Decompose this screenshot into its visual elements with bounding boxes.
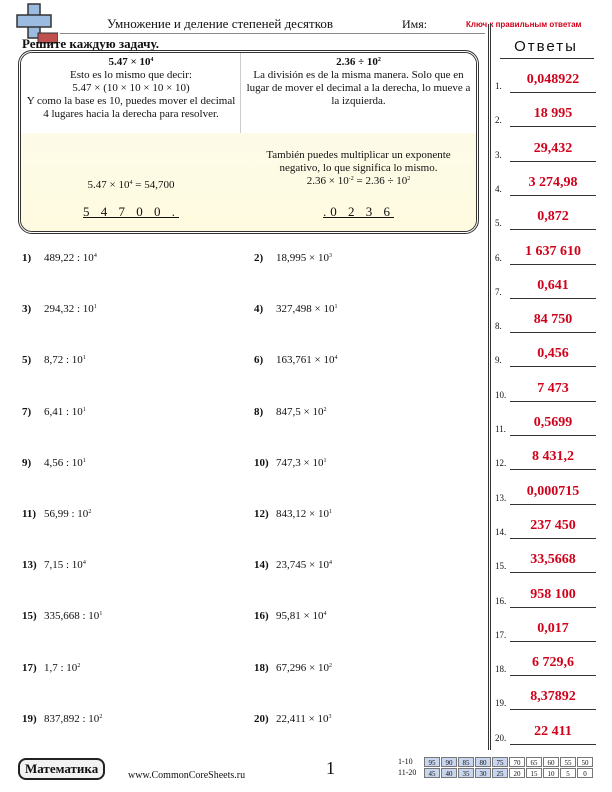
right-text-2: También puedes multiplicar un exponente negativo, lo que significa lo mismo. $2.36 \times 10^{-2} = 2.36 \div 10^2$: [246, 149, 471, 188]
answer-number: 16.: [495, 595, 507, 606]
problem-18: [254, 658, 332, 676]
problem-exponent: 1: [323, 457, 327, 464]
problem-exponent: 1: [93, 304, 97, 311]
score-cell: 90: [441, 757, 457, 767]
problem-2: [254, 248, 332, 266]
problem-expression: 56,99 : 10: [44, 508, 89, 520]
score-cell: 50: [577, 757, 593, 767]
title-underline: [60, 33, 485, 34]
answer-value: 6 729,6: [532, 655, 574, 671]
problem-expression: 7,15 : 10: [44, 559, 83, 572]
problem-20: [254, 709, 332, 727]
problem-expression: 18,995 × 10: [276, 252, 329, 264]
problem-expression: 67,296 × 10: [276, 661, 329, 674]
answer-value: 8 431,2: [532, 449, 574, 465]
answer-number: 11.: [495, 424, 506, 434]
problem-exponent: 4: [323, 611, 327, 618]
left-line: Esto es lo mismo que decir:: [70, 69, 192, 81]
page-number: 1: [326, 758, 335, 778]
problem-11: [22, 504, 91, 522]
answer-number: 12.: [495, 458, 507, 469]
right-digits: .0 2 3 6: [323, 204, 394, 219]
answer-line: [510, 366, 596, 367]
problem-number: 12): [254, 508, 269, 520]
right-text: La división es de la misma manera. Solo que en lugar de mover el decimal a la derecha, lo mueve a la izquierda.: [246, 69, 471, 107]
answer-value: 22 411: [534, 723, 572, 739]
problem-exponent: 2: [88, 509, 92, 515]
explanation-box: [18, 50, 479, 234]
score-cell: 10: [543, 768, 559, 778]
problem-5: [22, 350, 86, 368]
problem-number: 9): [22, 456, 32, 469]
answer-value: 0,017: [537, 620, 569, 636]
answer-value: 0,456: [537, 346, 569, 362]
answer-value: 3 274,98: [528, 174, 578, 190]
problem-9: [22, 453, 86, 471]
answer-value: 7 473: [537, 380, 569, 396]
problem-expression: 163,761 × 10: [276, 354, 335, 367]
answer-line: [510, 229, 596, 230]
left-heading: $5.47 \times 10^4$: [108, 56, 154, 68]
problem-3: [22, 299, 97, 317]
problem-number: 10): [254, 456, 269, 469]
answer-number: 13.: [495, 492, 507, 503]
problem-exponent: 1: [82, 355, 86, 362]
answer-line: [510, 504, 596, 505]
answer-value: 0,048922: [526, 72, 580, 87]
problem-number: 7): [22, 405, 32, 418]
problem-number: 13): [22, 559, 37, 572]
left-text: Y como la base es 10, puedes mover el decimal 4 lugares hacia la derecha para resolver.: [26, 95, 236, 120]
answer-value: 29,432: [533, 140, 573, 156]
problem-exponent: 3: [328, 713, 332, 720]
problem-number: 6): [254, 354, 264, 367]
left-formula: 5.47 × (10 × 10 × 10 × 10): [72, 82, 190, 94]
left-result: $5.47 \times 10^4 = 54,700$: [87, 179, 175, 191]
problem-exponent: 4: [334, 355, 338, 362]
problem-expression: 294,32 : 10: [44, 303, 94, 316]
name-value: Ключ к правильным ответам: [466, 20, 582, 29]
problem-1: [22, 248, 97, 266]
score-cell: 35: [458, 768, 474, 778]
right-heading: $2.36 \div 10^2$: [336, 56, 381, 68]
score-row-label: 11-20: [398, 768, 417, 777]
score-cell: 30: [475, 768, 491, 778]
problem-number: 19): [22, 712, 37, 725]
answer-number: 6.: [495, 252, 502, 263]
score-cell: 5: [560, 768, 576, 778]
answer-line: [510, 744, 596, 745]
problem-expression: 22,411 × 10: [276, 712, 329, 725]
problem-number: 16): [254, 610, 269, 623]
answers-title-underline: [500, 58, 594, 59]
problem-expression: 6,41 : 10: [44, 405, 83, 418]
problem-number: 4): [254, 303, 264, 316]
answer-number: 19.: [495, 698, 507, 709]
score-cell: 40: [441, 768, 457, 778]
problem-16: [254, 606, 326, 624]
right-explanation: [246, 56, 471, 108]
problem-expression: 23,745 × 10: [276, 559, 329, 572]
answer-line: [510, 572, 596, 573]
problem-12: [254, 504, 332, 522]
problem-expression: 747,3 × 10: [276, 456, 324, 469]
score-cell: 75: [492, 757, 508, 767]
left-explanation: [25, 56, 237, 121]
answer-number: 15.: [495, 561, 507, 572]
problem-exponent: 1: [328, 509, 332, 515]
problem-expression: 837,892 : 10: [44, 712, 100, 725]
score-cell: 55: [560, 757, 576, 767]
answer-line: [510, 298, 596, 299]
problem-number: 18): [254, 661, 269, 674]
score-cell: 60: [543, 757, 559, 767]
problem-exponent: 1: [82, 457, 86, 464]
answer-line: [510, 126, 596, 127]
problem-exponent: 1: [334, 304, 338, 311]
answer-line: [510, 161, 596, 162]
problem-expression: 1,7 : 10: [44, 661, 78, 674]
score-cell: 95: [424, 757, 440, 767]
answer-value: 1 637 610: [525, 243, 581, 259]
right-formula: $2.36 \times 10^{-2} = 2.36 \div 10^2$: [306, 175, 411, 187]
answer-value: 0,5699: [533, 415, 573, 430]
score-cell: 15: [526, 768, 542, 778]
problem-exponent: 4: [93, 253, 97, 259]
problem-exponent: 2: [99, 713, 103, 720]
site-link[interactable]: www.CommonCoreSheets.ru: [128, 770, 246, 781]
answer-number: 5.: [495, 218, 502, 229]
answer-value: 237 450: [530, 517, 576, 533]
answer-value: 0,000715: [526, 483, 580, 499]
answer-line: [510, 401, 596, 402]
problem-number: 14): [254, 559, 269, 572]
answer-line: [510, 675, 596, 676]
problem-expression: 327,498 × 10: [276, 303, 335, 316]
problem-expression: 95,81 × 10: [276, 610, 324, 623]
answer-number: 4.: [495, 183, 502, 194]
answer-number: 14.: [495, 526, 507, 537]
answer-value: 18 995: [533, 106, 573, 122]
answer-line: [510, 195, 596, 196]
answer-number: 8.: [495, 321, 502, 332]
problem-17: [22, 658, 80, 676]
problem-expression: 4,56 : 10: [44, 456, 83, 469]
answer-value: 0,641: [537, 277, 569, 293]
problem-number: 5): [22, 354, 32, 367]
answer-number: 10.: [495, 389, 507, 400]
left-digits: 5 4 7 0 0 .: [83, 204, 179, 219]
score-cell: 65: [526, 757, 542, 767]
score-cell: 25: [492, 768, 508, 778]
problem-exponent: 2: [328, 662, 332, 669]
math-logo: Математика: [18, 758, 105, 780]
answer-value: 958 100: [530, 586, 576, 602]
score-cell: 85: [458, 757, 474, 767]
answer-line: [510, 264, 596, 265]
answers-title: Ответы: [514, 38, 578, 55]
answer-number: 7.: [495, 286, 502, 297]
answer-line: [510, 641, 596, 642]
problem-exponent: 4: [328, 560, 332, 567]
answer-line: [510, 469, 596, 470]
answer-line: [510, 332, 596, 333]
answer-line: [510, 538, 596, 539]
answer-number: 2.: [495, 115, 502, 126]
name-label: Имя:: [402, 17, 428, 31]
problem-exponent: 4: [82, 560, 86, 567]
answer-number: 3.: [495, 149, 502, 160]
answer-line: [510, 92, 596, 93]
score-cell: 80: [475, 757, 491, 767]
answer-number: 1.: [495, 81, 502, 91]
problem-14: [254, 555, 332, 573]
problem-8: [254, 402, 326, 420]
answer-number: 17.: [495, 629, 507, 640]
problem-4: [254, 299, 337, 317]
problem-expression: 843,12 × 10: [276, 508, 329, 520]
problem-number: 20): [254, 712, 269, 725]
answer-number: 9.: [495, 355, 502, 366]
score-row-label: 1-10: [398, 757, 413, 766]
problem-10: [254, 453, 326, 471]
score-cell: 45: [424, 768, 440, 778]
problem-exponent: 3: [328, 253, 332, 259]
problem-exponent: 1: [82, 406, 86, 413]
problem-19: [22, 709, 102, 727]
problem-expression: 335,668 : 10: [44, 610, 100, 623]
answer-line: [510, 607, 596, 608]
worksheet-title: Умножение и деление степеней десятков: [106, 16, 334, 31]
problem-number: 11): [22, 508, 37, 520]
score-cell: 0: [577, 768, 593, 778]
problem-exponent: 1: [99, 611, 103, 618]
problem-number: 8): [254, 405, 264, 418]
problem-exponent: 2: [323, 406, 327, 413]
problem-expression: 489,22 : 10: [44, 252, 94, 264]
answer-value: 0,872: [537, 209, 569, 225]
problem-exponent: 2: [77, 662, 81, 669]
problem-number: 15): [22, 610, 37, 623]
problem-number: 2): [254, 252, 264, 264]
problem-number: 1): [22, 252, 32, 264]
answer-number: 18.: [495, 664, 507, 675]
problem-expression: 847,5 × 10: [276, 405, 324, 418]
problem-number: 17): [22, 661, 37, 674]
score-cell: 20: [509, 768, 525, 778]
problem-15: [22, 606, 102, 624]
score-cell: 70: [509, 757, 525, 767]
answer-number: 20.: [495, 732, 507, 743]
problem-7: [22, 402, 86, 420]
answer-value: 8,37892: [530, 689, 576, 705]
box-divider: [240, 53, 241, 133]
instruction-text: Решите каждую задачу.: [22, 36, 159, 51]
problem-expression: 8,72 : 10: [44, 354, 83, 367]
answer-value: 84 750: [533, 312, 573, 328]
answer-value: 33,5668: [530, 552, 576, 568]
problem-6: [254, 350, 337, 368]
answer-line: [510, 709, 596, 710]
answer-line: [510, 435, 596, 436]
problem-number: 3): [22, 303, 32, 316]
problem-13: [22, 555, 86, 573]
